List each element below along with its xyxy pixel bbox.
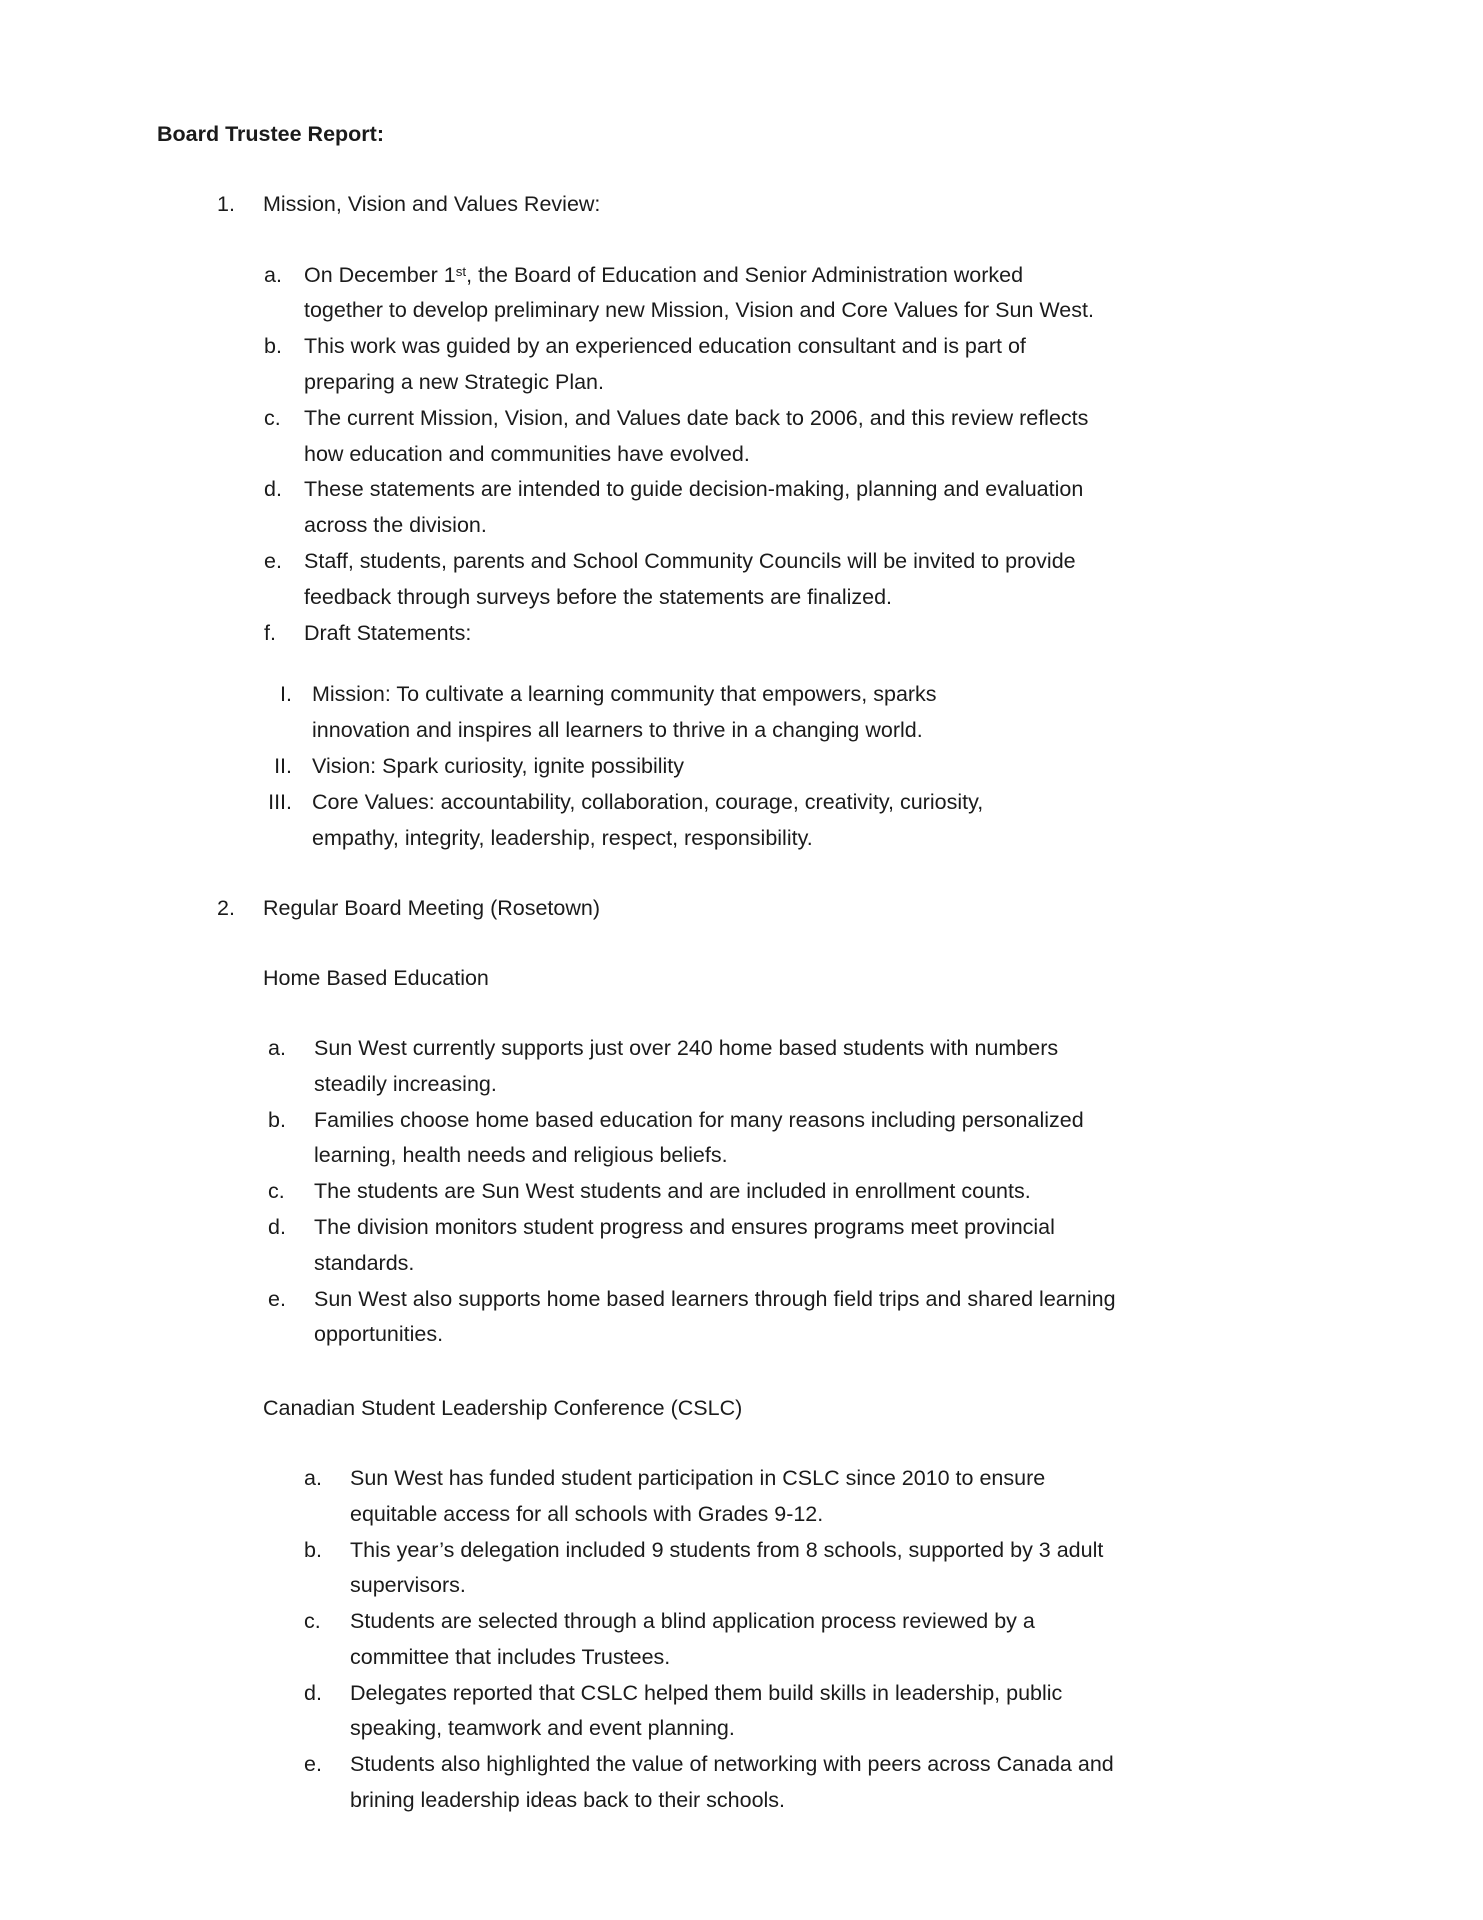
text-line: empathy, integrity, leadership, respect, responsibility. <box>312 825 813 850</box>
text-line: Staff, students, parents and School Community Councils will be invited to provide <box>304 548 1076 573</box>
list-item-text <box>350 1604 1035 1676</box>
text-line <box>304 258 1094 294</box>
text-line: Sun West also supports home based learners through field trips and shared learning <box>314 1286 1116 1311</box>
list-item <box>0 1604 1483 1676</box>
list-item <box>0 472 1483 544</box>
list-item <box>0 1103 1483 1175</box>
subheading-home-based-education: Home Based Education <box>263 966 489 991</box>
subheading-cslc: Canadian Student Leadership Conference (CSLC) <box>263 1396 743 1421</box>
list-item-text <box>304 544 1076 616</box>
cslc-list <box>0 1461 1483 1819</box>
section-heading: Mission, Vision and Values Review: <box>263 191 601 216</box>
list-marker: d. <box>268 1214 286 1239</box>
list-item-text <box>312 749 684 785</box>
list-item-text <box>304 472 1083 544</box>
list-item <box>0 544 1483 616</box>
text-segment: , the Board of Education and Senior Administration worked <box>466 262 1024 287</box>
text-line: This year’s delegation included 9 students from 8 schools, supported by 3 adult <box>350 1537 1104 1562</box>
list-marker: e. <box>268 1286 286 1311</box>
list-number: 2. <box>217 896 235 921</box>
list-marker: b. <box>264 334 282 359</box>
text-line: how education and communities have evolved. <box>304 441 750 466</box>
text-line: The students are Sun West students and are included in enrollment counts. <box>314 1179 1031 1204</box>
list-item <box>0 329 1483 401</box>
text-line: Sun West currently supports just over 240 home based students with numbers <box>314 1035 1059 1060</box>
list-item-text <box>350 1461 1045 1533</box>
list-item <box>0 785 1483 857</box>
list-marker: a. <box>264 262 282 287</box>
text-line: Vision: Spark curiosity, ignite possibility <box>312 753 685 778</box>
text-line: Students also highlighted the value of networking with peers across Canada and <box>350 1752 1114 1777</box>
document-title: Board Trustee Report: <box>157 122 384 146</box>
list-marker: e. <box>304 1752 322 1777</box>
list-marker: d. <box>264 477 282 502</box>
ordinal-superscript: st <box>455 263 467 279</box>
text-line: Core Values: accountability, collaboration, courage, creativity, curiosity, <box>312 789 984 814</box>
text-line: Draft Statements: <box>304 620 472 645</box>
text-line: opportunities. <box>314 1322 444 1347</box>
text-line: supervisors. <box>350 1573 466 1598</box>
list-marker: c. <box>264 405 281 430</box>
text-line: together to develop preliminary new Mission, Vision and Core Values for Sun West. <box>304 298 1094 323</box>
list-item-text <box>304 258 1094 330</box>
text-line: across the division. <box>304 513 487 538</box>
text-line: preparing a new Strategic Plan. <box>304 369 604 394</box>
text-segment: On December 1 <box>304 262 456 287</box>
section-1-heading-row <box>0 187 1483 223</box>
list-item <box>0 1676 1483 1748</box>
list-item-text <box>314 1174 1031 1210</box>
list-item-text <box>312 677 937 749</box>
list-marker: I. <box>280 682 292 707</box>
list-marker: II. <box>274 753 292 778</box>
list-item <box>0 1747 1483 1819</box>
text-line: innovation and inspires all learners to thrive in a changing world. <box>312 718 923 743</box>
list-marker: b. <box>304 1537 322 1562</box>
text-line: feedback through surveys before the statements are finalized. <box>304 584 893 609</box>
text-line: Students are selected through a blind application process reviewed by a <box>350 1609 1035 1634</box>
text-line: These statements are intended to guide decision-making, planning and evaluation <box>304 477 1084 502</box>
list-item-text <box>304 616 471 652</box>
text-line: equitable access for all schools with Grades 9-12. <box>350 1501 824 1526</box>
list-item <box>0 258 1483 330</box>
list-item-text <box>350 1747 1114 1819</box>
list-item <box>0 1282 1483 1354</box>
home-based-education-list <box>0 1031 1483 1353</box>
list-marker: f. <box>264 620 276 645</box>
list-marker: e. <box>264 548 282 573</box>
text-line: This work was guided by an experienced education consultant and is part of <box>304 334 1026 359</box>
text-line: Mission: To cultivate a learning community that empowers, sparks <box>312 682 937 707</box>
list-item-text <box>314 1210 1055 1282</box>
list-item-text <box>314 1031 1058 1103</box>
list-item <box>0 401 1483 473</box>
list-item-text <box>314 1282 1116 1354</box>
text-line: committee that includes Trustees. <box>350 1644 671 1669</box>
list-marker: b. <box>268 1107 286 1132</box>
list-item <box>0 1031 1483 1103</box>
list-item <box>0 616 1483 652</box>
list-marker: c. <box>268 1179 285 1204</box>
list-marker: a. <box>268 1035 286 1060</box>
list-item <box>0 1210 1483 1282</box>
text-line: standards. <box>314 1250 415 1275</box>
section-heading: Regular Board Meeting (Rosetown) <box>263 896 600 921</box>
list-item-text <box>350 1676 1062 1748</box>
text-line: brining leadership ideas back to their schools. <box>350 1788 786 1813</box>
list-item <box>0 749 1483 785</box>
list-item <box>0 677 1483 749</box>
list-item-text <box>350 1533 1103 1605</box>
text-line: speaking, teamwork and event planning. <box>350 1716 735 1741</box>
section-1-letter-list <box>0 258 1483 652</box>
text-line: The division monitors student progress and ensures programs meet provincial <box>314 1214 1055 1239</box>
list-item <box>0 1533 1483 1605</box>
list-item <box>0 1461 1483 1533</box>
list-marker: d. <box>304 1680 322 1705</box>
list-item-text <box>312 785 983 857</box>
list-number: 1. <box>217 191 235 216</box>
section-2-heading-row <box>0 891 1483 927</box>
text-line: Families choose home based education for many reasons including personalized <box>314 1107 1084 1132</box>
list-marker: c. <box>304 1609 321 1634</box>
text-line: The current Mission, Vision, and Values date back to 2006, and this review reflects <box>304 405 1089 430</box>
text-line: Sun West has funded student participation in CSLC since 2010 to ensure <box>350 1465 1046 1490</box>
list-item <box>0 1174 1483 1210</box>
text-line: Delegates reported that CSLC helped them build skills in leadership, public <box>350 1680 1063 1705</box>
text-line: steadily increasing. <box>314 1071 497 1096</box>
draft-statements-list <box>0 677 1483 856</box>
list-marker: a. <box>304 1465 322 1490</box>
text-line: learning, health needs and religious beliefs. <box>314 1143 728 1168</box>
list-item-text <box>304 329 1026 401</box>
list-item-text <box>304 401 1088 473</box>
list-item-text <box>314 1103 1084 1175</box>
list-marker: III. <box>268 789 292 814</box>
